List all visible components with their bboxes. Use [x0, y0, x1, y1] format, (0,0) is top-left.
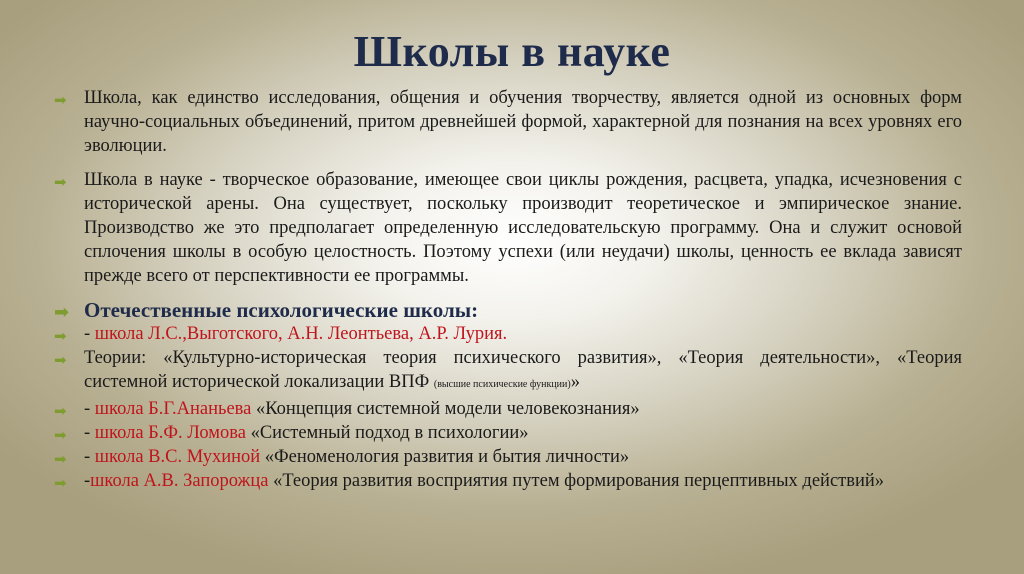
arrow-bullet-icon: ➡	[54, 351, 67, 369]
school-name: школа Б.Ф. Ломова	[94, 423, 246, 443]
arrow-bullet-icon: ➡	[54, 426, 67, 444]
arrow-bullet-icon: ➡	[54, 327, 67, 345]
paragraph-1	[54, 86, 962, 158]
theories-tail: »	[570, 372, 580, 392]
school-desc: «Теория развития восприятия путем формирования перцептивных действий»	[268, 471, 885, 491]
school-name: школа Л.С.,Выготского, А.Н. Леонтьева, А.Р. Лурия.	[94, 324, 508, 344]
list-prefix: -	[84, 324, 95, 344]
arrow-bullet-icon: ➡	[54, 173, 67, 191]
school-desc: «Феноменология развития и бытия личности»	[260, 447, 630, 467]
paragraph-text: Школа, как единство исследования, общения и обучения творчеству, является одной из основных форм научно-социальных объединений, притом древнейшей формой, характерной для познания на всех уровнях его эволюции.	[84, 88, 962, 156]
arrow-bullet-icon: ➡	[54, 302, 70, 323]
list-item	[54, 322, 962, 346]
paragraph-2	[54, 168, 962, 288]
school-name: школа А.В. Запорожца	[90, 471, 269, 491]
school-desc: «Системный подход в психологии»	[245, 423, 529, 443]
school-name: школа В.С. Мухиной	[94, 447, 261, 467]
subheading	[54, 298, 962, 322]
theories-note: (высшие психические функции)	[433, 379, 571, 390]
theories-text: Теории: «Культурно-историческая теория психического развития», «Теория деятельности», «Теория системной исторической локализации ВПФ	[84, 348, 962, 392]
list-prefix: -	[84, 399, 95, 419]
arrow-bullet-icon: ➡	[54, 91, 67, 109]
slide-content	[54, 86, 962, 493]
school-name: школа Б.Г.Ананьева	[94, 399, 252, 419]
list-prefix: -	[84, 447, 95, 467]
arrow-bullet-icon: ➡	[54, 474, 67, 492]
arrow-bullet-icon: ➡	[54, 450, 67, 468]
slide-title: Школы в науке	[353, 27, 671, 76]
list-item	[54, 469, 962, 493]
list-item	[54, 397, 962, 421]
list-prefix: -	[84, 471, 91, 491]
subheading-text: Отечественные психологические школы:	[84, 298, 479, 322]
list-item	[54, 346, 962, 397]
list-item	[54, 445, 962, 469]
school-desc: «Концепция системной модели человекознания»	[251, 399, 640, 419]
list-prefix: -	[84, 423, 95, 443]
list-item	[54, 421, 962, 445]
paragraph-text: Школа в науке - творческое образование, имеющее свои циклы рождения, расцвета, упадка, исчезновения с исторической арены. Она существует, поскольку производит теоретическое и эмпирическое знание. Производство же это предполагает определенную исследовательскую программу. Она и служит основой сплочения школы в особую целостность. Поэтому успехи (или неудачи) школы, ценность ее вклада зависят прежде всего от перспективности ее программы.	[84, 170, 962, 286]
arrow-bullet-icon: ➡	[54, 402, 67, 420]
